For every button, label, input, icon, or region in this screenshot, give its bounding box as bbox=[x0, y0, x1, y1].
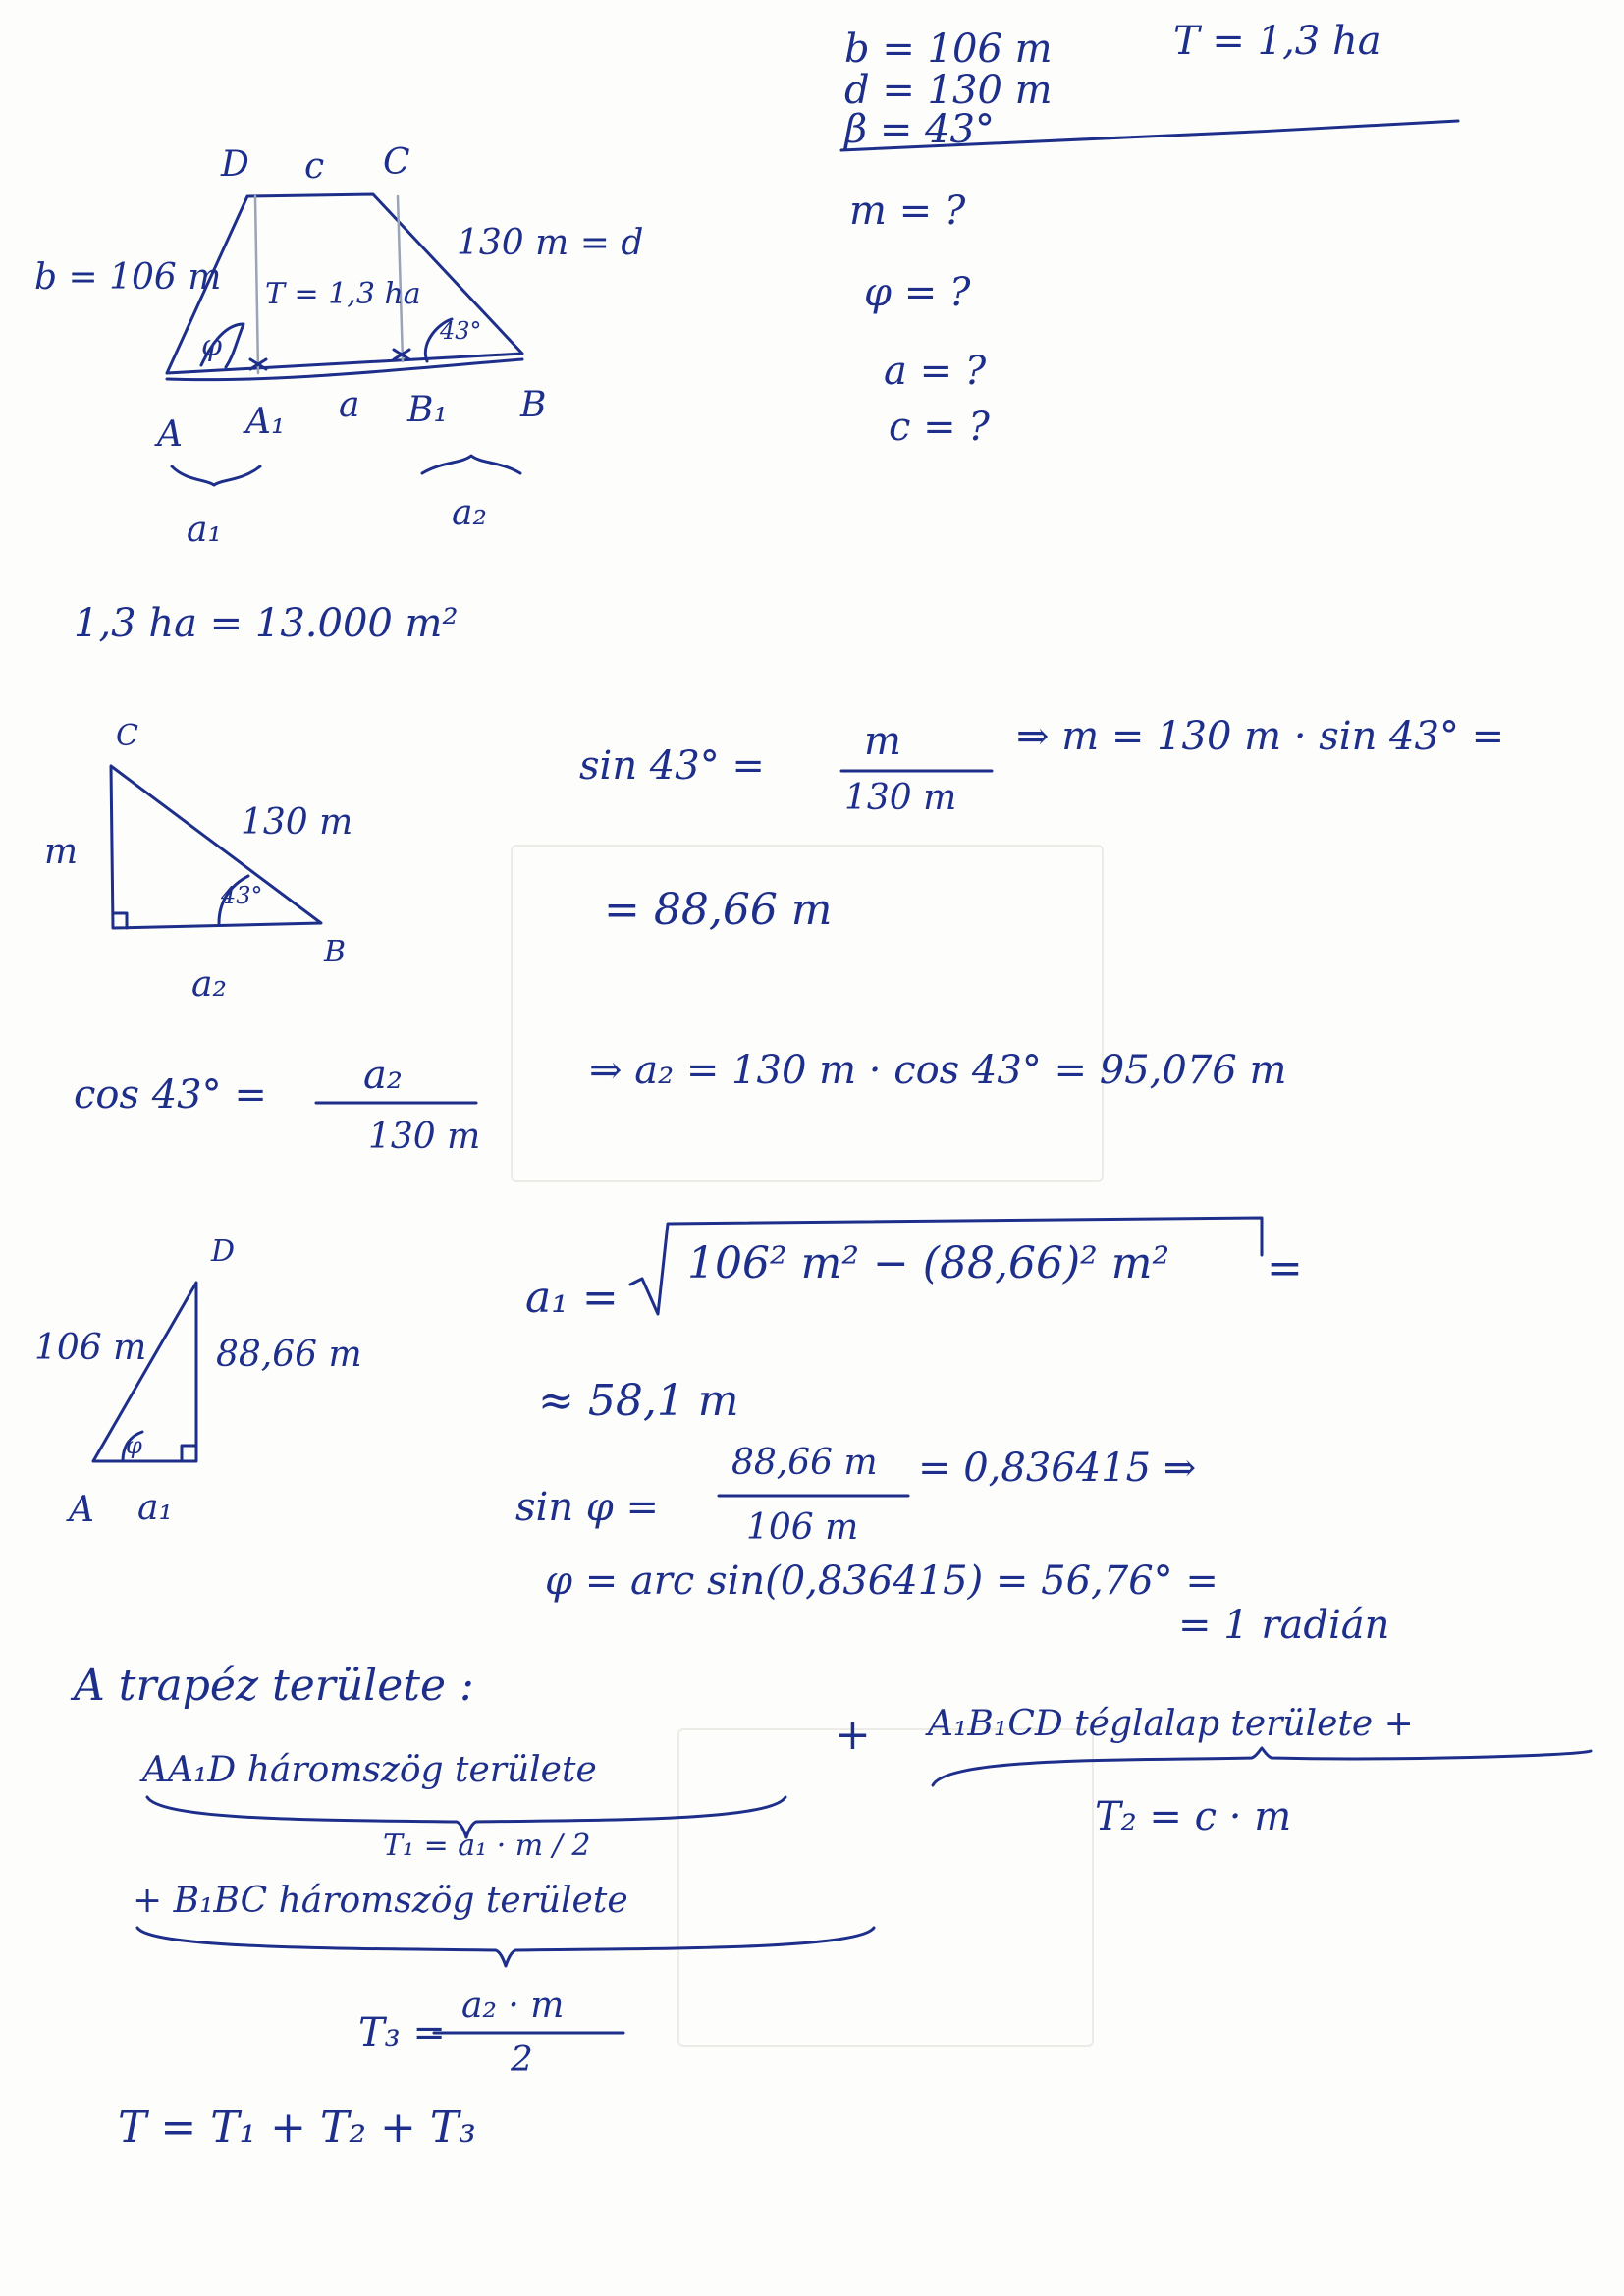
brace-a2 bbox=[417, 452, 525, 481]
given-beta: β = 43° bbox=[844, 107, 995, 152]
unknown-m: m = ? bbox=[849, 189, 966, 234]
cos-fraction-bar bbox=[314, 1098, 481, 1108]
trap-side-c: c bbox=[304, 146, 325, 187]
area-part3: + B₁BC háromszög területe bbox=[133, 1881, 628, 1921]
area-t1: T₁ = a₁ · m / 2 bbox=[383, 1829, 591, 1863]
phi-line3: = 1 radián bbox=[1178, 1603, 1390, 1648]
a1-radicand: 106² m² − (88,66)² m² bbox=[687, 1238, 1170, 1288]
phi-den: 106 m bbox=[746, 1507, 859, 1548]
brace-part2 bbox=[928, 1746, 1596, 1795]
trap-vertex-B: B bbox=[520, 385, 547, 425]
tri-ad-vertex-A: A bbox=[69, 1490, 94, 1530]
unknown-phi: φ = ? bbox=[864, 270, 971, 315]
t3-fraction-bar bbox=[432, 2028, 628, 2038]
tri-cb-base: a₂ bbox=[191, 964, 227, 1005]
tri-ad-leg: 88,66 m bbox=[216, 1335, 362, 1375]
trap-angle-phi: φ bbox=[201, 329, 223, 363]
sin-den: 130 m bbox=[844, 778, 957, 818]
trap-foot-B1: B₁ bbox=[407, 390, 448, 430]
tri-ad-vertex-D: D bbox=[211, 1234, 236, 1269]
unknown-a: a = ? bbox=[884, 349, 987, 394]
area-part1: AA₁D háromszög területe bbox=[142, 1750, 597, 1790]
trap-foot-A1: A₁ bbox=[245, 402, 286, 442]
area-t2: T₂ = c · m bbox=[1095, 1794, 1292, 1839]
cos-den: 130 m bbox=[368, 1117, 481, 1157]
phi-lhs: sin φ = bbox=[515, 1485, 660, 1530]
triangle-cb-drawing bbox=[103, 756, 339, 943]
tri-cb-vertex-B: B bbox=[324, 935, 347, 969]
trap-side-a: a bbox=[339, 385, 360, 425]
brace-a1 bbox=[167, 462, 265, 491]
trap-angle-43: 43° bbox=[440, 317, 482, 345]
tri-ad-hyp: 106 m bbox=[34, 1328, 147, 1368]
sin-result: = 88,66 m bbox=[604, 885, 833, 935]
tri-ad-base: a₁ bbox=[137, 1488, 173, 1528]
area-plus1: + bbox=[835, 1710, 871, 1760]
given-T: T = 1,3 ha bbox=[1173, 19, 1381, 64]
trap-vertex-C: C bbox=[383, 142, 410, 183]
phi-line2: φ = arc sin(0,836415) = 56,76° = bbox=[545, 1558, 1218, 1604]
sin-fraction-bar bbox=[839, 766, 997, 776]
brace-part3 bbox=[133, 1923, 879, 1972]
a1-eq: = bbox=[1267, 1243, 1303, 1293]
area-t3-den: 2 bbox=[511, 2040, 533, 2080]
cos-rhs: ⇒ a₂ = 130 m · cos 43° = 95,076 m bbox=[589, 1048, 1287, 1093]
trap-vertex-A: A bbox=[157, 414, 183, 455]
given-underline bbox=[839, 113, 1468, 152]
sin-rhs: ⇒ m = 130 m · sin 43° = bbox=[1016, 714, 1505, 759]
phi-num: 88,66 m bbox=[731, 1443, 878, 1483]
phi-fraction-bar bbox=[717, 1491, 913, 1501]
trap-part-a1: a₁ bbox=[187, 510, 222, 550]
area-conversion: 1,3 ha = 13.000 m² bbox=[74, 601, 459, 646]
trap-label-d: 130 m = d bbox=[457, 223, 644, 263]
trap-part-a2: a₂ bbox=[452, 493, 487, 533]
sin-num: m bbox=[864, 719, 901, 764]
trap-vertex-D: D bbox=[221, 144, 249, 185]
given-d: d = 130 m bbox=[844, 68, 1053, 113]
triangle-ad-drawing bbox=[83, 1277, 211, 1473]
phi-rhs: = 0,836415 ⇒ bbox=[918, 1446, 1197, 1491]
tri-cb-leg-m: m bbox=[44, 832, 79, 872]
area-heading: A trapéz területe : bbox=[74, 1661, 474, 1711]
a1-lhs: a₁ = bbox=[525, 1273, 619, 1323]
trap-area: T = 1,3 ha bbox=[265, 277, 421, 311]
unknown-c: c = ? bbox=[889, 405, 990, 450]
a1-result: ≈ 58,1 m bbox=[538, 1376, 739, 1426]
tri-ad-angle: φ bbox=[126, 1432, 142, 1459]
cos-num: a₂ bbox=[363, 1053, 403, 1098]
area-t3-num: a₂ · m bbox=[461, 1986, 565, 2026]
tri-cb-vertex-C: C bbox=[116, 719, 138, 753]
tri-cb-hyp: 130 m bbox=[241, 802, 353, 843]
area-t3-lhs: T₃ = bbox=[358, 2010, 446, 2055]
cos-lhs: cos 43° = bbox=[74, 1072, 267, 1118]
tri-cb-angle: 43° bbox=[221, 882, 263, 909]
sin-lhs: sin 43° = bbox=[579, 743, 765, 789]
area-total: T = T₁ + T₂ + T₃ bbox=[118, 2103, 476, 2153]
area-part2: A₁B₁CD téglalap területe + bbox=[928, 1704, 1414, 1744]
given-b: b = 106 m bbox=[844, 27, 1053, 72]
trap-label-b: b = 106 m bbox=[34, 257, 222, 298]
